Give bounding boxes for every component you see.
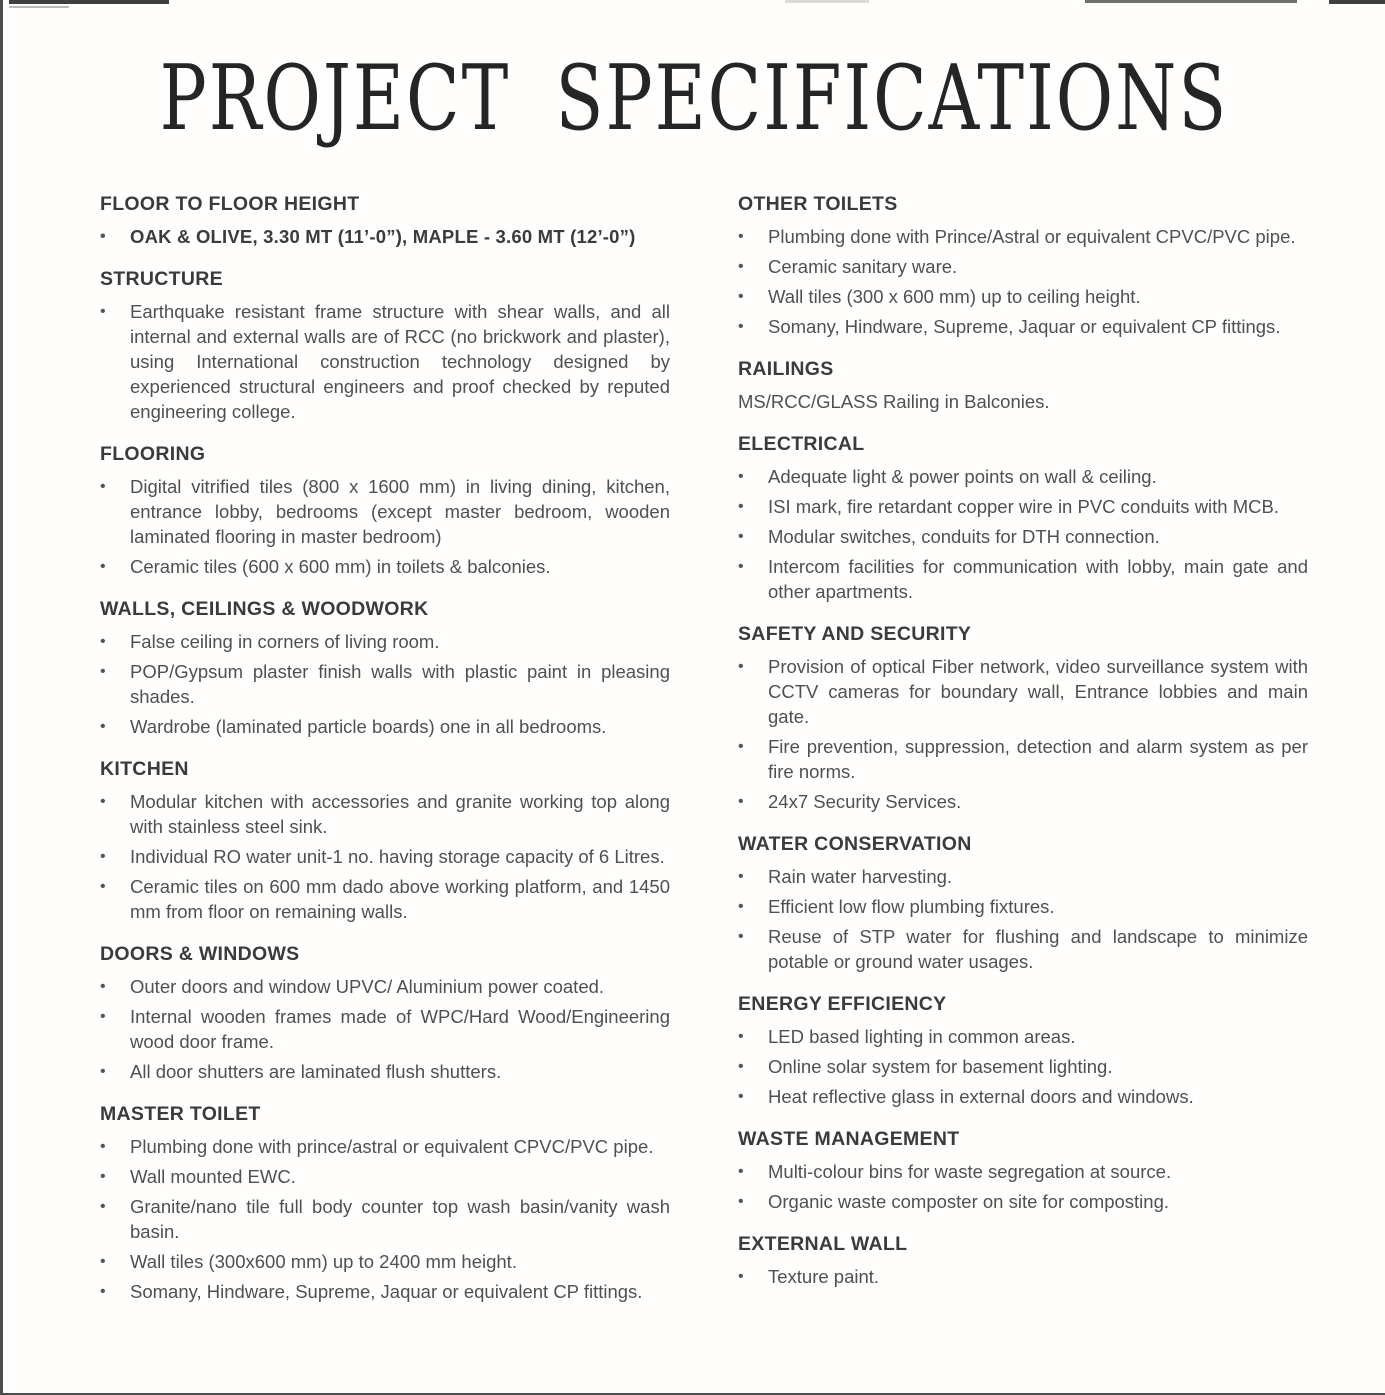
spec-item — [100, 1004, 670, 1054]
spec-item — [100, 789, 670, 839]
section-items — [100, 974, 670, 1084]
crop-artifact — [785, 0, 869, 3]
bullet-icon: • — [738, 498, 744, 515]
spec-item-text: Organic waste composter on site for composting. — [768, 1191, 1170, 1212]
bullet-icon: • — [738, 1163, 744, 1180]
spec-item-text: Plumbing done with Prince/Astral or equivalent CPVC/PVC pipe. — [768, 226, 1296, 247]
section-heading: ELECTRICAL — [738, 433, 865, 455]
bullet-icon: • — [100, 1138, 106, 1155]
section-heading: WALLS, CEILINGS & WOODWORK — [100, 598, 429, 620]
bullet-icon: • — [100, 878, 106, 895]
spec-item — [100, 1249, 670, 1274]
spec-item-text: Ceramic tiles on 600 mm dado above working platform, and 1450 mm from floor on remaining walls. — [130, 876, 670, 922]
spec-item-text: Heat reflective glass in external doors and windows. — [768, 1086, 1194, 1107]
spec-item — [100, 844, 670, 869]
section-items — [738, 224, 1308, 339]
spec-item — [738, 554, 1308, 604]
section-items — [738, 1024, 1308, 1109]
spec-item-text: Online solar system for basement lighting. — [768, 1056, 1113, 1077]
section-heading: SAFETY AND SECURITY — [738, 623, 972, 645]
crop-artifact — [1329, 0, 1385, 4]
spec-item-text: Somany, Hindware, Supreme, Jaquar or equivalent CP fittings. — [768, 316, 1281, 337]
bullet-icon: • — [100, 228, 106, 245]
spec-item — [738, 284, 1308, 309]
spec-item-text: Internal wooden frames made of WPC/Hard Wood/Engineering wood door frame. — [130, 1006, 670, 1052]
spec-section — [738, 622, 1308, 814]
spec-item-text: Ceramic sanitary ware. — [768, 256, 958, 277]
spec-item-text: Wardrobe (laminated particle boards) one in all bedrooms. — [130, 716, 607, 737]
spec-item-text: Multi-colour bins for waste segregation at source. — [768, 1161, 1172, 1182]
bullet-icon: • — [100, 1063, 106, 1080]
bullet-icon: • — [738, 1193, 744, 1210]
spec-section — [738, 1127, 1308, 1214]
section-heading: RAILINGS — [738, 358, 834, 380]
crop-artifact — [9, 6, 69, 8]
bullet-icon: • — [100, 1198, 106, 1215]
bullet-icon: • — [100, 303, 106, 320]
spec-item-text: OAK & OLIVE, 3.30 MT (11’-0”), MAPLE - 3.60 MT (12’-0”) — [130, 226, 636, 247]
section-items — [100, 224, 670, 249]
bullet-icon: • — [100, 663, 106, 680]
spec-item — [100, 299, 670, 424]
section-heading: EXTERNAL WALL — [738, 1233, 908, 1255]
spec-item-text: Intercom facilities for communication with lobby, main gate and other apartments. — [768, 556, 1308, 602]
section-items — [100, 299, 670, 424]
crop-artifact — [1085, 0, 1297, 3]
section-items — [738, 464, 1308, 604]
spec-item — [100, 224, 670, 249]
spec-item-text: Digital vitrified tiles (800 x 1600 mm) in living dining, kitchen, entrance lobby, bedrooms (except master bedroom, wooden laminated flooring in master bedroom) — [130, 476, 670, 547]
spec-item-text: Individual RO water unit-1 no. having storage capacity of 6 Litres. — [130, 846, 665, 867]
spec-section — [100, 757, 670, 924]
spec-section — [738, 992, 1308, 1109]
spec-item-text: POP/Gypsum plaster finish walls with plastic paint in pleasing shades. — [130, 661, 670, 707]
spec-item-text: Provision of optical Fiber network, video surveillance system with CCTV cameras for boundary wall, Entrance lobbies and main gate. — [768, 656, 1308, 727]
section-items — [738, 654, 1308, 814]
spec-item — [738, 864, 1308, 889]
bullet-icon: • — [738, 868, 744, 885]
section-items — [738, 389, 1308, 414]
spec-item-text: Plumbing done with prince/astral or equivalent CPVC/PVC pipe. — [130, 1136, 654, 1157]
spec-item — [100, 1134, 670, 1159]
spec-item — [100, 659, 670, 709]
spec-item — [100, 474, 670, 549]
bullet-icon: • — [100, 793, 106, 810]
spec-section — [738, 1232, 1308, 1289]
bullet-icon: • — [738, 528, 744, 545]
section-items — [100, 789, 670, 924]
spec-item-text: Efficient low flow plumbing fixtures. — [768, 896, 1055, 917]
section-heading: WATER CONSERVATION — [738, 833, 972, 855]
spec-section — [100, 192, 670, 249]
spec-item — [738, 224, 1308, 249]
spec-item-text: Rain water harvesting. — [768, 866, 953, 887]
spec-item-text: Reuse of STP water for flushing and landscape to minimize potable or ground water usages. — [768, 926, 1308, 972]
bullet-icon: • — [100, 1253, 106, 1270]
spec-item — [100, 1194, 670, 1244]
spec-item-text: 24x7 Security Services. — [768, 791, 962, 812]
bullet-icon: • — [738, 558, 744, 575]
bullet-icon: • — [738, 1058, 744, 1075]
spec-item — [738, 924, 1308, 974]
section-items — [738, 1264, 1308, 1289]
spec-item — [738, 494, 1308, 519]
bullet-icon: • — [738, 1268, 744, 1285]
bullet-icon: • — [100, 1283, 106, 1300]
bullet-icon: • — [738, 898, 744, 915]
spec-item — [100, 1059, 670, 1084]
bullet-icon: • — [738, 658, 744, 675]
crop-artifact — [9, 0, 169, 4]
page-title: PROJECT SPECIFICATIONS — [159, 46, 1229, 151]
spec-item-text: Ceramic tiles (600 x 600 mm) in toilets & balconies. — [130, 556, 551, 577]
spec-section — [100, 442, 670, 579]
bullet-icon: • — [100, 1168, 106, 1185]
section-items — [738, 1159, 1308, 1214]
section-heading: WASTE MANAGEMENT — [738, 1128, 960, 1150]
spec-item-text: False ceiling in corners of living room. — [130, 631, 440, 652]
section-heading: MASTER TOILET — [100, 1103, 261, 1125]
spec-item — [100, 1164, 670, 1189]
bullet-icon: • — [738, 318, 744, 335]
bullet-icon: • — [738, 228, 744, 245]
right-column — [738, 192, 1308, 1309]
spec-section — [100, 267, 670, 424]
bullet-icon: • — [100, 848, 106, 865]
spec-item — [100, 629, 670, 654]
bullet-icon: • — [100, 718, 106, 735]
spec-item-text: Earthquake resistant frame structure with shear walls, and all internal and external walls are of RCC (no brickwork and plaster), using International construction technology designed by experienced structural engineers and proof checked by reputed engineering college. — [130, 301, 670, 422]
spec-item — [738, 1054, 1308, 1079]
spec-item — [738, 1084, 1308, 1109]
spec-section — [100, 942, 670, 1084]
spec-item — [738, 1264, 1308, 1289]
spec-section — [738, 432, 1308, 604]
spec-item-text: Somany, Hindware, Supreme, Jaquar or equivalent CP fittings. — [130, 1281, 643, 1302]
section-heading: STRUCTURE — [100, 268, 223, 290]
spec-item — [100, 1279, 670, 1304]
spec-item — [100, 974, 670, 999]
spec-item — [738, 464, 1308, 489]
section-heading: OTHER TOILETS — [738, 193, 898, 215]
section-heading: DOORS & WINDOWS — [100, 943, 300, 965]
spec-item — [738, 1189, 1308, 1214]
spec-item-text: Wall tiles (300x600 mm) up to 2400 mm height. — [130, 1251, 517, 1272]
bullet-icon: • — [738, 738, 744, 755]
bullet-icon: • — [100, 558, 106, 575]
spec-item — [738, 894, 1308, 919]
spec-item-text: Wall tiles (300 x 600 mm) up to ceiling height. — [768, 286, 1141, 307]
section-heading: KITCHEN — [100, 758, 189, 780]
section-items — [100, 1134, 670, 1304]
spec-item-text: Modular switches, conduits for DTH connection. — [768, 526, 1160, 547]
spec-item — [100, 874, 670, 924]
spec-section — [738, 832, 1308, 974]
spec-section — [100, 597, 670, 739]
spec-item — [100, 554, 670, 579]
bullet-icon: • — [738, 1028, 744, 1045]
spec-item — [738, 654, 1308, 729]
spec-section — [738, 357, 1308, 414]
content-columns — [3, 128, 1385, 1309]
spec-item-text: Texture paint. — [768, 1266, 880, 1287]
bullet-icon: • — [100, 978, 106, 995]
bullet-icon: • — [100, 1008, 106, 1025]
spec-item-text: All door shutters are laminated flush shutters. — [130, 1061, 502, 1082]
section-heading: FLOOR TO FLOOR HEIGHT — [100, 193, 360, 215]
spec-item — [738, 734, 1308, 784]
spec-item-text: Adequate light & power points on wall & ceiling. — [768, 466, 1157, 487]
bullet-icon: • — [100, 633, 106, 650]
spec-item-text: Granite/nano tile full body counter top wash basin/vanity wash basin. — [130, 1196, 670, 1242]
spec-item-text: Fire prevention, suppression, detection and alarm system as per fire norms. — [768, 736, 1308, 782]
spec-item — [738, 1159, 1308, 1184]
bullet-icon: • — [738, 1088, 744, 1105]
spec-item-text: LED based lighting in common areas. — [768, 1026, 1076, 1047]
section-items — [738, 864, 1308, 974]
left-column — [100, 192, 670, 1309]
spec-item — [738, 789, 1308, 814]
bullet-icon: • — [738, 928, 744, 945]
spec-item — [738, 314, 1308, 339]
spec-item-text: Modular kitchen with accessories and granite working top along with stainless steel sink. — [130, 791, 670, 837]
bullet-icon: • — [100, 478, 106, 495]
spec-item-text: Outer doors and window UPVC/ Aluminium power coated. — [130, 976, 605, 997]
bullet-icon: • — [738, 793, 744, 810]
spec-item — [100, 714, 670, 739]
section-heading: ENERGY EFFICIENCY — [738, 993, 947, 1015]
bullet-icon: • — [738, 258, 744, 275]
section-items — [100, 474, 670, 579]
spec-item — [738, 524, 1308, 549]
spec-item — [738, 254, 1308, 279]
spec-item-text: ISI mark, fire retardant copper wire in PVC conduits with MCB. — [768, 496, 1279, 517]
spec-item — [738, 389, 1308, 414]
spec-item-text: MS/RCC/GLASS Railing in Balconies. — [738, 391, 1050, 412]
spec-item — [738, 1024, 1308, 1049]
spec-item-text: Wall mounted EWC. — [130, 1166, 296, 1187]
bullet-icon: • — [738, 288, 744, 305]
spec-section — [100, 1102, 670, 1304]
spec-section — [738, 192, 1308, 339]
bullet-icon: • — [738, 468, 744, 485]
section-items — [100, 629, 670, 739]
section-heading: FLOORING — [100, 443, 206, 465]
